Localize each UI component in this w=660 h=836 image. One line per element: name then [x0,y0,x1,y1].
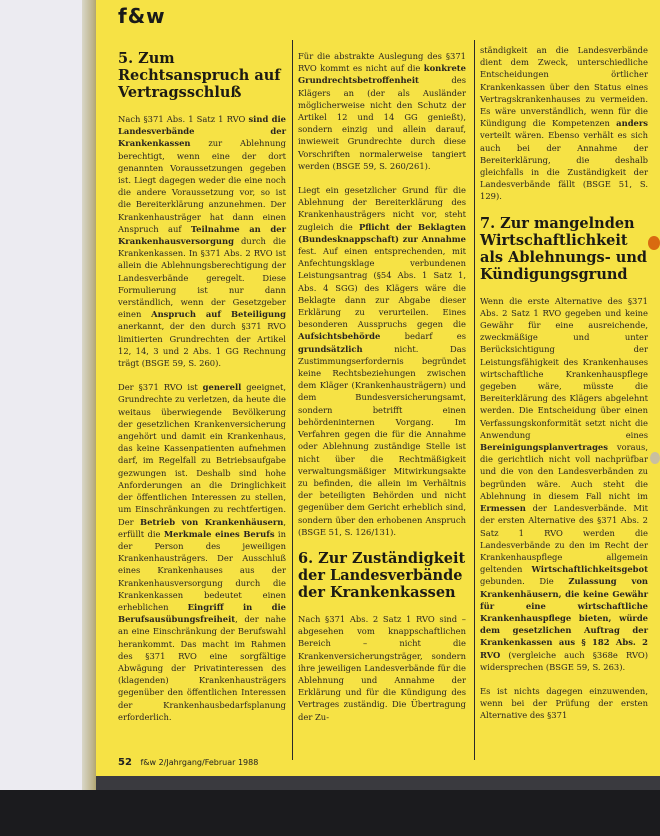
paper-clip-mark [650,452,660,464]
column-2-paragraph-3: Nach §371 Abs. 2 Satz 1 RVO sind – abgesehen vom knappschaftlichen Bereich – nicht die Krankenversicherungsträger, sondern ihre jeweiligen Landesverbände für die Ablehnung und Annahme der Erklärung und für die Kündigung des Vertrages zuständig. Die Übertragung der Zu- [298,613,466,722]
column-divider-2 [474,40,475,760]
column-2-paragraph-2: Liegt ein gesetzlicher Grund für die Ablehnung der Bereiterklärung des Krankenhausträgers nicht vor, steht zugleich die Pflicht der Beklagten (Bundesknappschaft) zur Annahme fest. Auf einen entsprechenden, mit Anfechtungsklage verbundenen Leistungsantrag (§54 Abs. 1 Satz 1, Abs. 4 SGG) des Klägers wäre die Beklagte dann zur Abgabe dieser Erklärung zu verurteilen. Eines besonderen Ausspruchs gegen die Aufsichtsbehörde bedarf es grundsätzlich nicht. Das Zustimmungserfordernis begründet keine Rechtsbeziehungen zwischen dem Kläger (Krankenhausträgern) und dem Bundesversicherungsamt, sondern betrifft einen behördeninternen Vorgang. Im Verfahren gegen die für die Annahme oder Ablehnung zuständige Stelle ist nicht über die Rechtmäßigkeit verwaltungsmäßiger Mitwirkungsakte zu befinden, die allein im Verhältnis der beteiligten Behörden und nicht gegenüber dem Gericht erheblich sind, sondern über den erhobenen Anspruch (BSGE 51, S. 126/131). [298,185,466,537]
column-3-paragraph-2: Wenn die erste Alternative des §371 Abs. 2 Satz 1 RVO gegeben und keine Gewähr für eine ausreichende, zweckmäßige und unter Berücksichtigung der Leistungsfähigkeit des Krankenhauses wirtschaftliche Krankenhauspflege gegeben wäre, müsste die Bereiterklärung des Klägers abgelehnt werden. Die Entscheidung über einen Verfassungskonformität setzt nicht die Anwendung eines Bereinigungsplanvertrages voraus, die gerichtlich nicht voll nachprüfbar und die von den Landesverbänden zu begründen wäre. Auch steht die Ablehnung in diesem Fall nicht im Ermessen der Landesverbände. Mit der ersten Alternative des §371 Abs. 2 Satz 1 RVO werden die Landesverbände zu den im Recht der Krankenhauspflege allgemein geltenden Wirtschaftlichkeitsgebot gebunden. Die Zulassung von Krankenhäusern, die keine Gewähr für eine wirtschaftliche Krankenhauspflege bieten, würde dem gesetzlichen Auftrag der Krankenkassen aus § 182 Abs. 2 RVO (vergleiche auch §368e RVO) widersprechen (BSGE 59, S. 263). [480,295,649,672]
publication-info: f&w 2/Jahrgang/Februar 1988 [140,758,259,767]
column-3-paragraph-3: Es ist nichts dagegen einzuwenden, wenn bei der Prüfung der ersten Alternative des §371 [480,685,648,721]
page-footer [118,757,258,768]
column-2-paragraph-1: Für die abstrakte Auslegung des §371 RVO kommt es nicht auf die konkrete Grundrechtsbetroffenheit des Klägers an (der als Ausländer möglicherweise nicht den Schutz der Artikel 12 und 14 GG genießt), sondern einzig und allein darauf, inwieweit Grundrechte durch diese Vorschriften normalerweise tangiert werden (BSGE 59, S. 260/261). [298,51,466,171]
column-divider-1 [292,40,293,760]
column-1-paragraph-1: Nach §371 Abs. 1 Satz 1 RVO sind die Landesverbände der Krankenkassen zur Ablehnung berechtigt, wenn eine der dort genannten Voraussetzungen gegeben ist. Liegt dagegen weder die eine noch die andere Voraussetzung vor, so ist die Bereiterklärung anzunehmen. Der Krankenhausträger hat dann einen Anspruch auf Teilnahme an der Krankenhausversorgung durch die Krankenkassen. In §371 Abs. 2 RVO ist allein die Ablehnungsberechtigung der Landesverbände geregelt. Diese Formulierung ist nur dann verständlich, wenn der Gesetzgeber einen Anspruch auf Beteiligung anerkannt, der den durch §371 RVO limitierten Grundrechten der Artikel 12, 14, 3 und 2 Abs. 1 GG Rechnung trägt (BSGE 59, S. 260). [118,114,286,369]
column-1 [118,50,286,735]
column-3 [480,44,648,734]
magazine-logo: f&w [118,4,166,28]
page-number: 52 [118,757,132,768]
paper-clip-mark [648,236,660,250]
scanner-bottom-bar [0,790,660,836]
section-7-heading: 7. Zur mangelnden Wirtschaftlichkeit als Ablehnungs- und Kündigungsgrund [480,214,647,283]
column-3-paragraph-1: ständigkeit an die Landesverbände dient dem Zweck, unterschiedliche Entscheidungen örtlicher Krankenkassen über den Status eines Vertragskrankenhauses zu vermeiden. Es wäre unverständlich, wenn für die Kündigung die Kompetenzen anders verteilt wären. Ebenso verhält es sich auch bei der Annahme der Bereiterklärung, die deshalb gleichfalls in die Zuständigkeit der Landesverbände fällt (BSGE 51, S. 129). [480,45,648,202]
section-5-heading: 5. Zum Rechtsanspruch auf Vertragsschluß [118,50,281,101]
column-1-paragraph-2: Der §371 RVO ist generell geeignet, Grundrechte zu verletzen, da heute die weitaus überwiegende Bevölkerung der gesetzlichen Krankenversicherung angehört und damit ein Krankenhaus, das keine Kassenpatienten aufnehmen darf, im Regelfall zu Betriebsaufgabe gezwungen ist. Deshalb sind hohe Anforderungen an die Dringlichkeit der öffentlichen Interessen zu stellen, um Einschränkungen zu rechtfertigen. Der Betrieb von Krankenhäusern, erfüllt die Merkmale eines Berufs in der Person des jeweiligen Krankenhausträgers. Der Ausschluß eines Krankenhauses aus der Krankenhausversorgung durch die Krankenkassen bedeutet einen erheblichen Eingriff in die Berufsausübungsfreiheit, der nahe an eine Einschränkung der Berufswahl herankommt. Das macht im Rahmen des §371 RVO eine sorgfältige Abwägung der Privatinteressen des (klagenden) Krankenhausträgers gegenüber den öffentlichen Interessen der Krankenhausbedarfsplanung erforderlich. [118,382,287,722]
section-6-heading: 6. Zur Zuständigkeit der Landesverbände der Krankenkassen [298,549,466,601]
column-2 [298,50,466,735]
page-bottom-edge [96,776,660,790]
